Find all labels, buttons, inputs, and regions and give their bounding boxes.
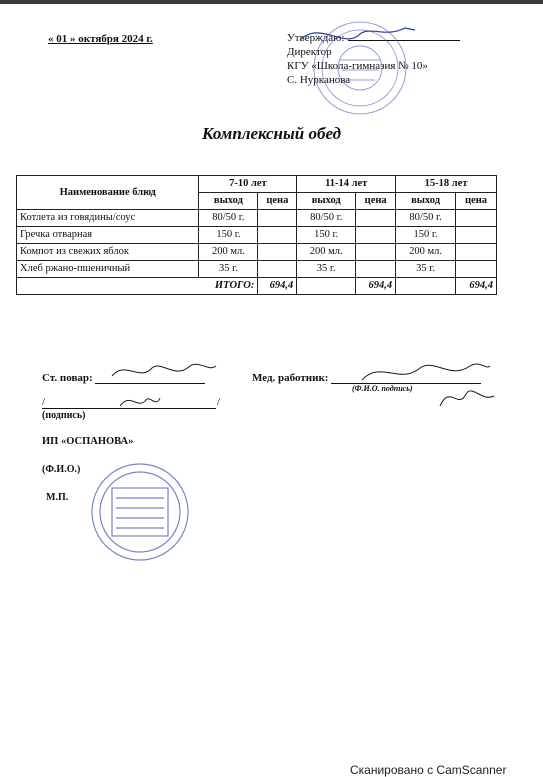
dish-out: 80/50 г. <box>199 210 258 227</box>
slash-right: / <box>216 396 220 408</box>
subheader-price: цена <box>456 193 497 210</box>
dish-out: 150 г. <box>297 227 356 244</box>
dish-name: Гречка отварная <box>17 227 199 244</box>
dish-out: 35 г. <box>396 261 456 278</box>
fio-label: (Ф.И.О.) <box>42 464 81 475</box>
school-name: КГУ «Школа-гимназия № 10» <box>287 60 428 72</box>
group-header-7-10: 7-10 лет <box>199 176 297 193</box>
dish-name: Компот из свежих яблок <box>17 244 199 261</box>
dish-out: 200 мл. <box>297 244 356 261</box>
total-price: 694,4 <box>456 278 497 295</box>
cook-initial-signature <box>120 398 160 406</box>
ip-name: ИП «ОСПАНОВА» <box>42 436 134 447</box>
subheader-out: выход <box>297 193 356 210</box>
dish-out: 80/50 г. <box>396 210 456 227</box>
subheader-price: цена <box>356 193 396 210</box>
scanner-watermark: Сканировано с CamScanner <box>350 763 507 777</box>
page-title: Комплексный обед <box>201 124 342 143</box>
group-header-15-18: 15-18 лет <box>396 176 497 193</box>
cook-handwritten-signature <box>112 364 216 376</box>
dish-out: 80/50 г. <box>297 210 356 227</box>
subheader-price: цена <box>258 193 297 210</box>
column-header-name: Наименование блюд <box>17 176 199 210</box>
medic-label: Мед. работник: <box>252 372 329 384</box>
medic-handwritten-signature <box>362 364 490 380</box>
group-header-11-14: 11-14 лет <box>297 176 396 193</box>
dish-out: 35 г. <box>199 261 258 278</box>
medic-sub-label: (Ф.И.О. подпись) <box>352 384 413 393</box>
dish-out: 200 мл. <box>396 244 456 261</box>
dish-out: 150 г. <box>199 227 258 244</box>
dish-out: 200 мл. <box>199 244 258 261</box>
subheader-out: выход <box>396 193 456 210</box>
podpis-label: (подпись) <box>42 410 86 421</box>
dish-out: 150 г. <box>396 227 456 244</box>
mp-label: М.П. <box>46 492 69 503</box>
total-price: 694,4 <box>258 278 297 295</box>
subheader-out: выход <box>199 193 258 210</box>
school-stamp <box>314 22 406 114</box>
total-price: 694,4 <box>356 278 396 295</box>
medic-initial-signature <box>440 391 494 406</box>
ip-stamp <box>92 464 188 560</box>
dish-name: Котлета из говядины/соус <box>17 210 199 227</box>
dish-name: Хлеб ржано-пшеничный <box>17 261 199 278</box>
director-title: Директор <box>287 46 332 58</box>
document-date: « 01 » октября 2024 г. <box>48 33 153 45</box>
approve-label: Утверждаю: <box>287 32 345 44</box>
slash-left: / <box>42 396 46 408</box>
total-label: ИТОГО: <box>17 278 258 295</box>
cook-label: Ст. повар: <box>42 372 93 384</box>
director-name: С. Нурканова <box>287 74 351 86</box>
dish-out: 35 г. <box>297 261 356 278</box>
